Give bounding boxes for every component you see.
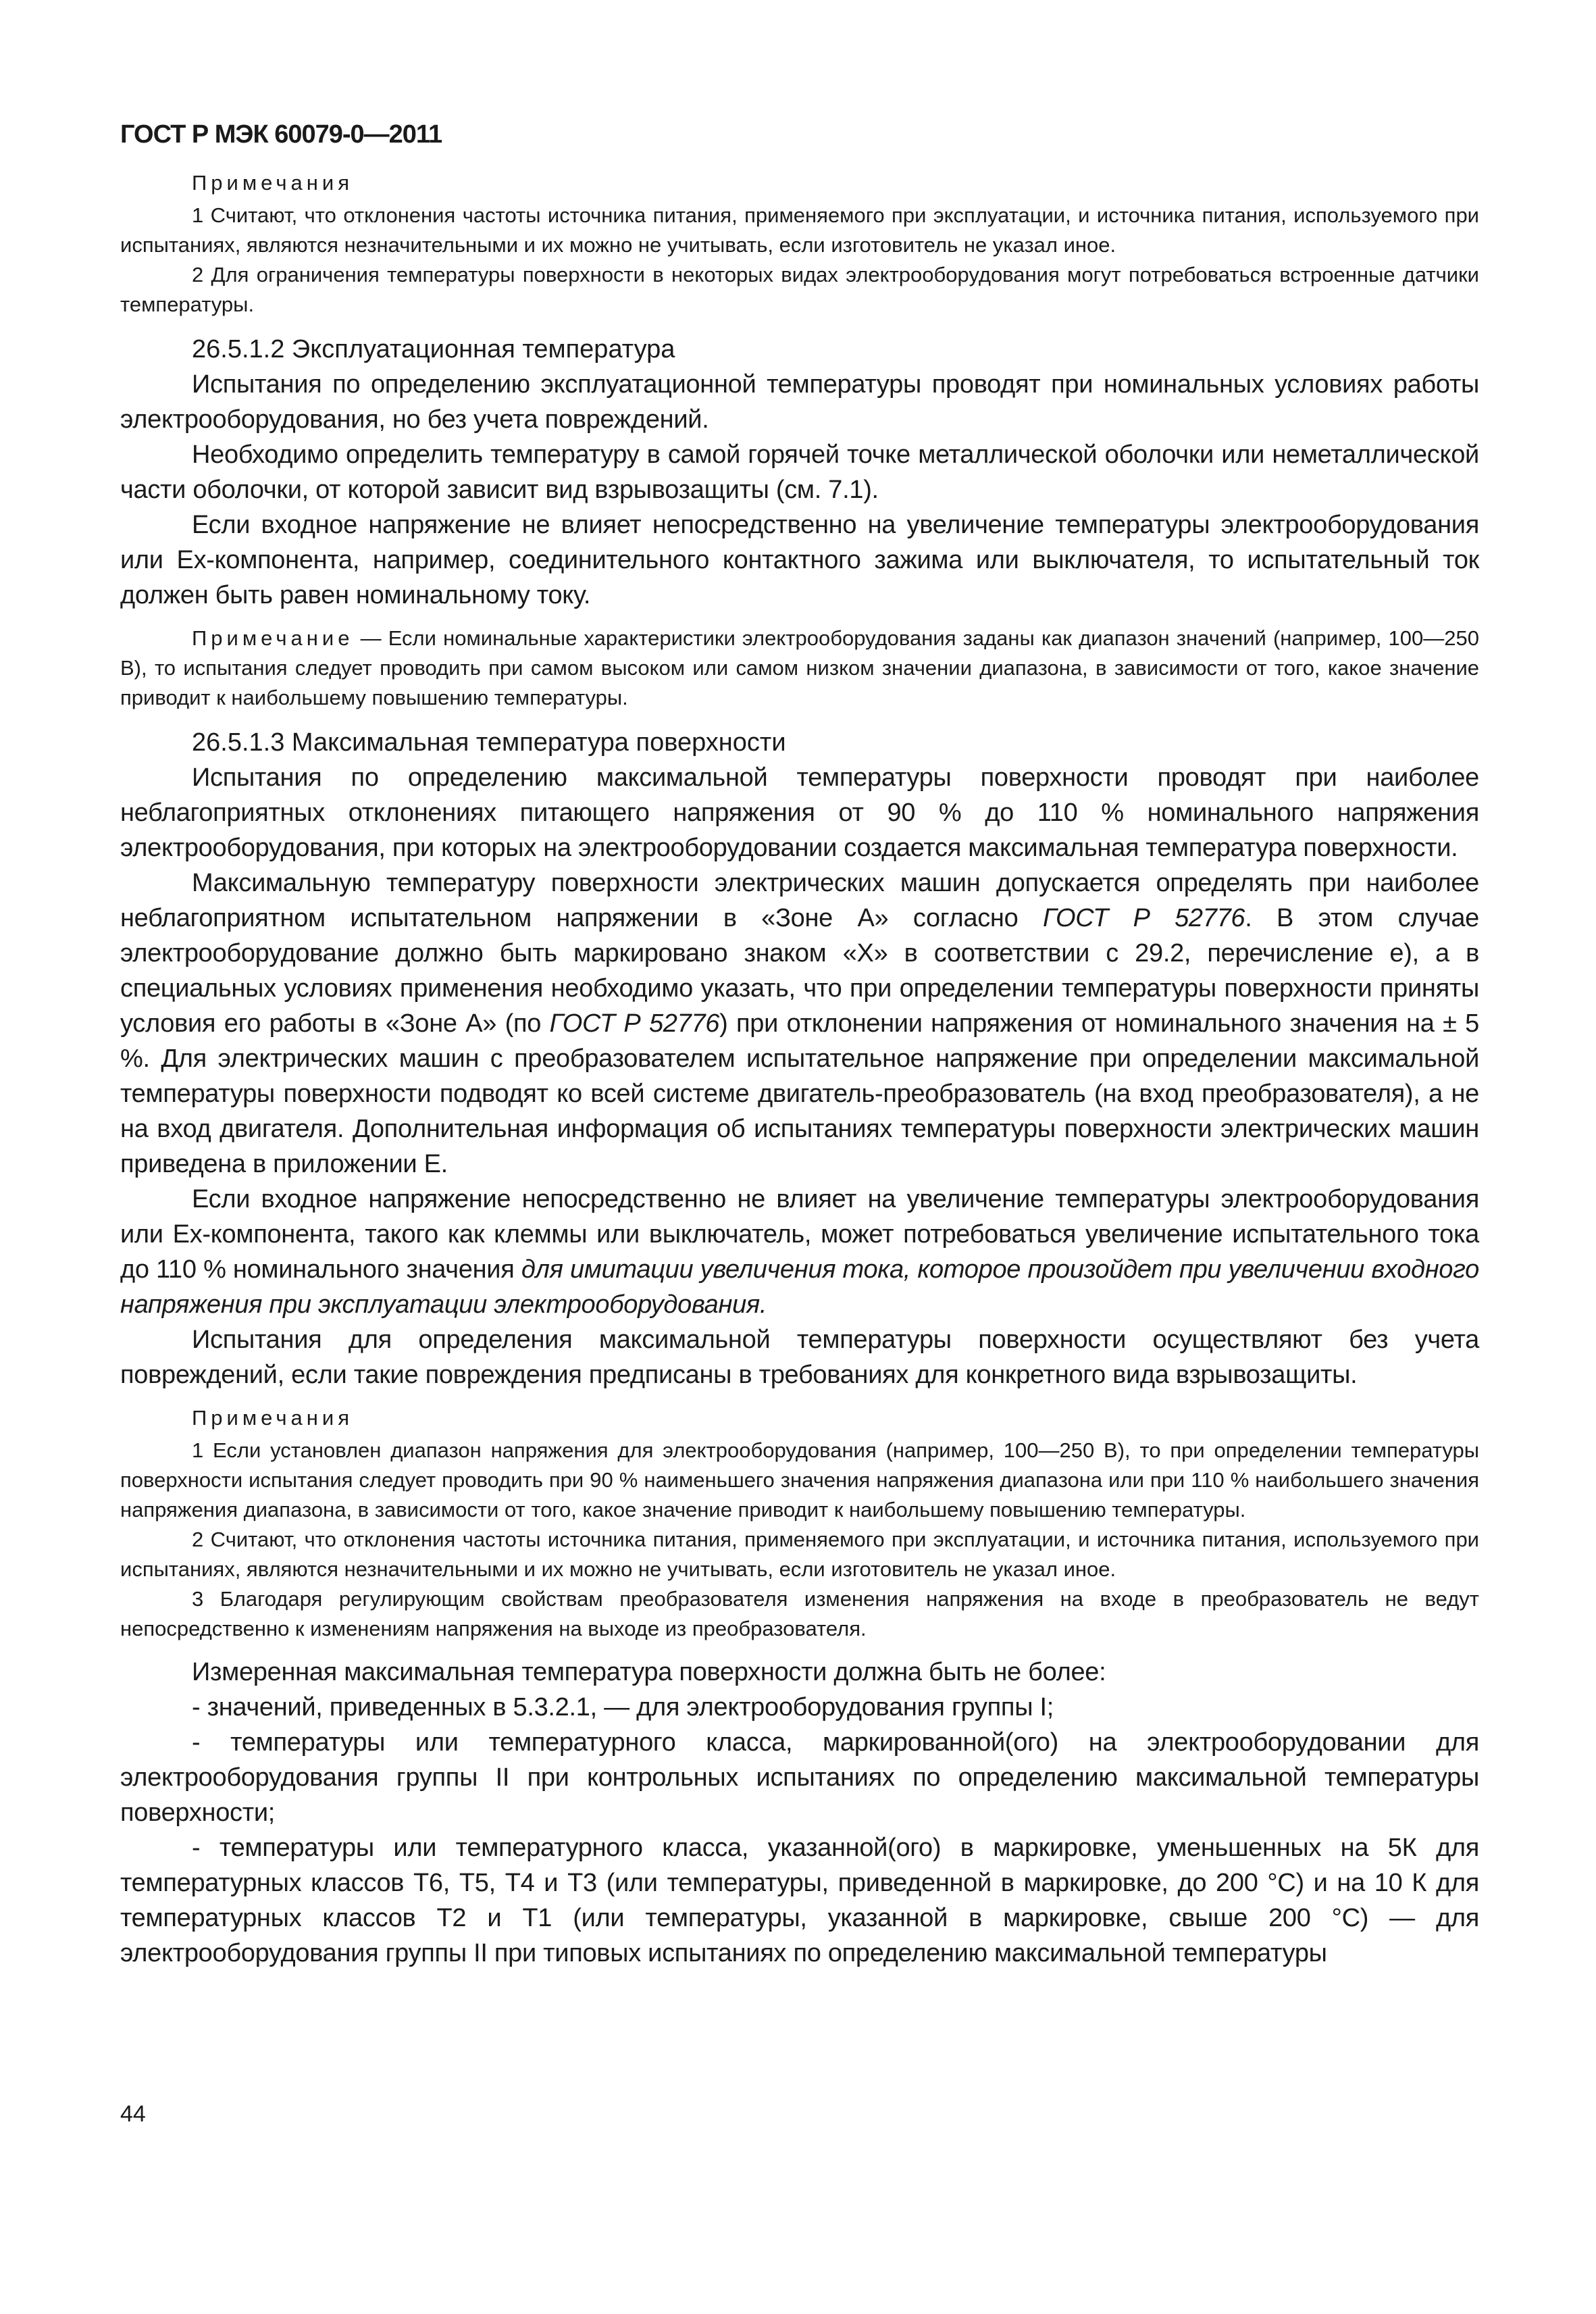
paragraph: Испытания для определения максимальной температуры поверхности осуществляют без учета повреждений, если такие повреждения предписаны в требованиях для конкретного вида взрывозащиты. <box>120 1326 1479 1389</box>
paragraph: Измеренная максимальная температура поверхности должна быть не более: <box>192 1658 1106 1686</box>
note-item: 1 Считают, что отклонения частоты источника питания, применяемого при эксплуатации, и источника питания, используемого при испытаниях, являются незначительными и их можно не учитывать, если изготовитель не указал иное. <box>120 203 1479 257</box>
text-span: Максимальную температуру поверхности электрических машин допускается определять при наиболее неблагоприятном испытательном напряжении в «Зоне А» согласно <box>120 869 1479 932</box>
note-item: 2 Для ограничения температуры поверхности в некоторых видах электрооборудования могут потребоваться встроенные датчики температуры. <box>120 263 1479 316</box>
note-item: 1 Если установлен диапазон напряжения для электрооборудования (например, 100—250 В), то при определении температуры поверхности испытания следует проводить при 90 % наименьшего значения напряжения диапазона или при 110 % наибольшего значения напряжения диапазона, в зависимости от того, какое значение приводит к наибольшему повышению температуры. <box>120 1438 1479 1521</box>
note-label: Примечание <box>192 626 354 650</box>
notes-block-2 <box>120 1403 1479 1644</box>
list-item: - температуры или температурного класса, указанной(ого) в маркировке, уменьшенных на 5К для температурных классов Т6, Т5, Т4 и Т3 (или температуры, приведенной в маркировке, до 200 °С) и на 10 К для температурных классов Т2 и Т1 (или температуры, указанной в маркировке, свыше 200 °С) — для электрооборудования группы II при типовых испытаниях по определению максимальной температуры <box>120 1834 1479 1967</box>
page-content <box>120 120 1479 1971</box>
notes-heading: Примечания <box>192 1406 353 1430</box>
notes-heading: Примечания <box>192 171 353 195</box>
text-span: . В этом случае электрооборудование должно быть маркировано знаком «Х» в соответствии с 29.2, перечисление е), а в специальных условиях применения необходимо указать, что при определении температуры поверхности приняты условия его работы в «Зоне А» (по <box>120 904 1480 1038</box>
italic-text: для имитации увеличения тока, которое произойдет при увеличении входного напряжения при эксплуатации электрооборудования. <box>120 1255 1479 1319</box>
paragraph: Испытания по определению эксплуатационной температуры проводят при номинальных условиях работы электрооборудования, но без учета повреждений. <box>120 370 1479 434</box>
paragraph <box>120 1182 1479 1322</box>
section-title: 26.5.1.2 Эксплуатационная температура <box>192 335 675 363</box>
paragraph: Необходимо определить температуру в самой горячей точке металлической оболочки или неметаллической части оболочки, от которой зависит вид взрывозащиты (см. 7.1). <box>120 441 1479 504</box>
standard-reference: ГОСТ Р 52776 <box>549 1009 720 1038</box>
note-text: — Если номинальные характеристики электрооборудования заданы как диапазон значений (например, 100—250 В), то испытания следует проводить при самом высоком или самом низком значении диапазона, в зависимости от того, какое значение приводит к наибольшему повышению температуры. <box>120 626 1479 709</box>
standard-reference: ГОСТ Р 52776 <box>1042 904 1245 932</box>
paragraph: Если входное напряжение не влияет непосредственно на увеличение температуры электрооборудования или Ex-компонента, например, соединительного контактного зажима или выключателя, то испытательный ток должен быть равен номинальному току. <box>120 511 1479 609</box>
text-span: Если входное напряжение непосредственно не влияет на увеличение температуры электрооборудования или Ex-компонента, такого как клеммы или выключатель, может потребоваться увеличение испытательного тока до 110 % номинального значения <box>120 1185 1479 1284</box>
note-item: 2 Считают, что отклонения частоты источника питания, применяемого при эксплуатации, и источника питания, используемого при испытаниях, являются незначительными и их можно не учитывать, если изготовитель не указал иное. <box>120 1528 1479 1581</box>
paragraph: Испытания по определению максимальной температуры поверхности проводят при наиболее неблагоприятных отклонениях питающего напряжения от 90 % до 110 % номинального напряжения электрооборудования, при которых на электрооборудовании создается максимальная температура поверхности. <box>120 763 1479 862</box>
page-number: 44 <box>120 2101 146 2127</box>
paragraph <box>120 865 1479 1182</box>
note-single <box>120 624 1479 713</box>
text-span: ) при отклонении напряжения от номинального значения на ± 5 %. Для электрических машин с преобразователем испытательное напряжение при определении максимальной температуры поверхности подводят ко всей системе двигатель-преобразователь (на вход преобразователя), а не на вход двигателя. Дополнительная информация об испытаниях температуры поверхности электрических машин приведена в приложении Е. <box>120 1009 1479 1178</box>
document-header: ГОСТ Р МЭК 60079-0—2011 <box>120 120 442 149</box>
list-item: - значений, приведенных в 5.3.2.1, — для электрооборудования группы I; <box>192 1693 1054 1721</box>
note-item: 3 Благодаря регулирующим свойствам преобразователя изменения напряжения на входе в преобразователь не ведут непосредственно к изменениям напряжения на выходе из преобразователя. <box>120 1587 1479 1640</box>
section-title: 26.5.1.3 Максимальная температура поверхности <box>192 728 786 757</box>
notes-block-1 <box>120 168 1479 320</box>
list-item: - температуры или температурного класса, маркированной(ого) на электрооборудовании для электрооборудования группы II при контрольных испытаниях по определению максимальной температуры поверхности; <box>120 1728 1479 1827</box>
